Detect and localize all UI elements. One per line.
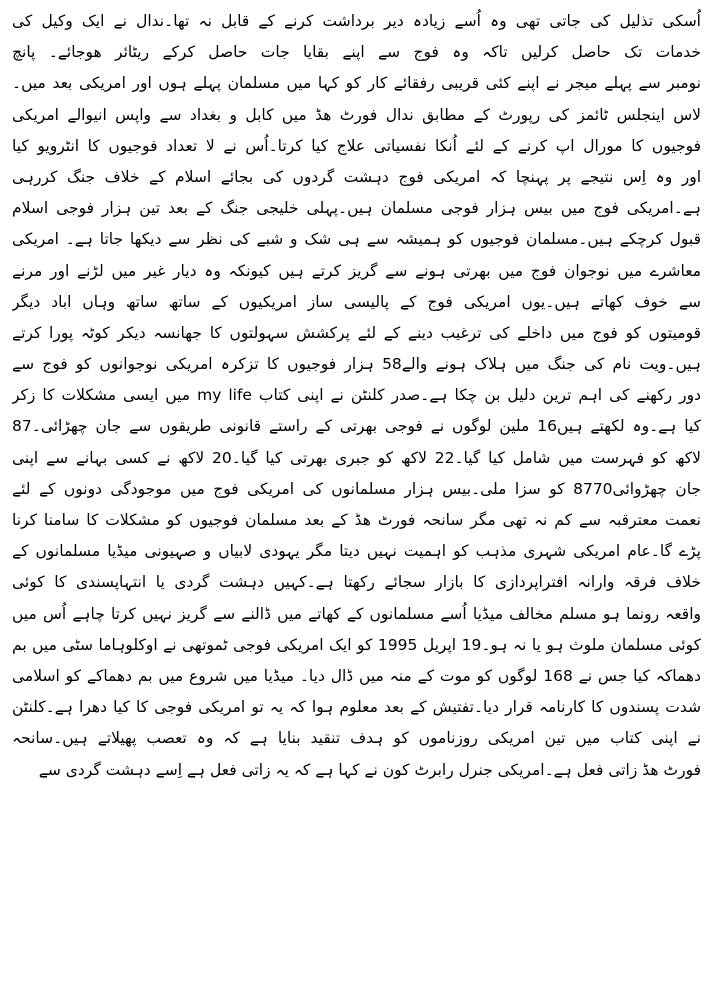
text-line: قبول کرچکے ہیں۔مسلمان فوجیوں کو ہمیشہ سے ہی شک و شبے کی نظر سے دیکھا جاتا ہے۔ امریکی bbox=[12, 230, 701, 249]
text-line: اور وہ اِس نتیجے پر پہنچا کہ امریکی فوج دہشت گردوں کی بجائے اسلام کے خلاف جنگ کررہی bbox=[12, 167, 701, 186]
text-line: نعمت معترقبہ سے کم نہ تھی مگر سانحہ فورٹ ھڈ کے بعد مسلمان فوجیوں کو مشکلات کا سامنا کرنا bbox=[12, 511, 701, 529]
text-line: قومیتوں کو فوج میں داخلے کی ترغیب دینے کے لئے پرکشش سہولتوں کا جھانسہ دیکر کوٹہ پورا کرتے bbox=[12, 323, 701, 342]
text-line: لاس اینجلس ٹائمز کی رپورٹ کے مطابق ندال فورٹ ھڈ میں کابل و بغداد سے واپس انیوالے امریکی bbox=[12, 105, 701, 124]
text-line: ہے۔امریکی فوج میں بیس ہزار فوجی مسلمان ہیں۔پہلی خلیجی جنگ کے بعد تین ہزار فوجی اسلام bbox=[12, 199, 701, 218]
text-line: دور رکھنے کی اہم ترین دلیل بن چکا ہے۔صدر کلنٹن نے اپنی کتاب my life میں ایسی مشکلات کا زکر bbox=[12, 386, 701, 405]
text-line: اُسکی تذلیل کی جاتی تھی وہ اُسے زیادہ دیر برداشت کرنے کے قابل نہ تھا۔ندال نے ایک وکیل کی bbox=[12, 12, 701, 30]
text-line: نے اپنی کتاب میں تین امریکی روزناموں کو ہدف تنقید بنایا ہے کہ وہ تعصب پھیلاتے ہیں۔سانحہ bbox=[12, 729, 701, 748]
text-line: شدت پسندوں کا کارنامہ قرار دیا۔تفتیش کے بعد معلوم ہوا کہ یہ تو امریکی فوجی کا کیا دھرا ہے۔کلنٹن bbox=[12, 698, 701, 717]
text-line: خدمات تک حاصل کرلیں تاکہ وہ فوج سے اپنے بقایا جات حاصل کرکے ریٹائر ھوجائے۔ پانچ bbox=[12, 43, 701, 62]
text-line: پڑے گا۔عام امریکی شہری مذہب کو اہمیت نہیں دیتا مگر یہودی لابیاں و صہیونی میڈیا مسلمانوں کے bbox=[12, 542, 701, 561]
text-line: فورٹ ھڈ زاتی فعل ہے۔امریکی جنرل رابرٹ کون نے کہا ہے کہ یہ زاتی فعل ہے اِسے دہشت گردی سے bbox=[38, 760, 701, 779]
text-line: کیا ہے۔وہ لکھتے ہیں16 ملین لوگوں نے فوجی بھرتی کے راستے قانونی طریقوں سے جان چھڑائی۔87 bbox=[12, 417, 701, 436]
text-line: لاکھ کو فہرست میں شامل کیا گیا۔22 لاکھ کو جبری بھرتی کیا گیا۔20 لاکھ نے کسی بہانے سے اپنی bbox=[12, 448, 701, 467]
text-line: دھماکہ کیا جس نے 168 لوگوں کو موت کے منہ میں ڈال دیا۔ میڈیا میں شروع میں بم دھماکے کو اسلامی bbox=[12, 666, 701, 685]
text-line: واقعہ رونما ہو مسلم مخالف میڈیا اُسے مسلمانوں کے کھاتے میں ڈالنے سے گریز نہیں کرتا چاہے اُس میں bbox=[12, 604, 701, 623]
text-line: جان چھڑوائی8770 کو سزا ملی۔بیس ہزار مسلمانوں کی امریکی فوج میں موجودگی دونوں کے لئے bbox=[12, 479, 701, 498]
text-line: خلاف فرقہ وارانہ افتراپردازی کا بازار سجائے رکھتا ہے۔کہیں دہشت گردی یا انتہاپسندی کا کوئی bbox=[12, 573, 701, 592]
text-line: ہیں۔ویت نام کی جنگ میں ہلاک ہونے والے58 ہزار فوجیوں کا تزکرہ امریکی نوجوانوں کو فوج سے bbox=[12, 355, 701, 374]
text-line: سے خوف کھاتے ہیں۔یوں امریکی فوج کے پالیسی ساز امریکیوں کے ساتھ ساتھ وہاں اباد دیگر bbox=[12, 292, 701, 311]
text-line: فوجیوں کا مورال اپ کرنے کے لئے اُنکا نفسیاتی علاج کیا کرتا۔اُس نے لا تعداد فوجیوں کا انٹرویو کیا bbox=[12, 136, 701, 155]
article-body bbox=[12, 6, 701, 786]
text-line: نومبر سے پہلے میجر نے اپنے کئی قریبی رفقائے کار کو کہا میں مسلمان پہلے ہوں اور امریکی بعد میں۔ bbox=[12, 74, 701, 93]
text-line: کوئی مسلمان ملوث ہو یا نہ ہو۔19 اپریل 1995 کو ایک امریکی فوجی ٹموتھی نے اوکلوہاما سٹی میں بم bbox=[12, 635, 701, 654]
text-line: معاشرے میں نوجوان فوج میں بھرتی ہونے سے گریز کرتے ہیں کیونکہ وہ دیار غیر میں لڑنے اور مرنے bbox=[12, 261, 701, 280]
